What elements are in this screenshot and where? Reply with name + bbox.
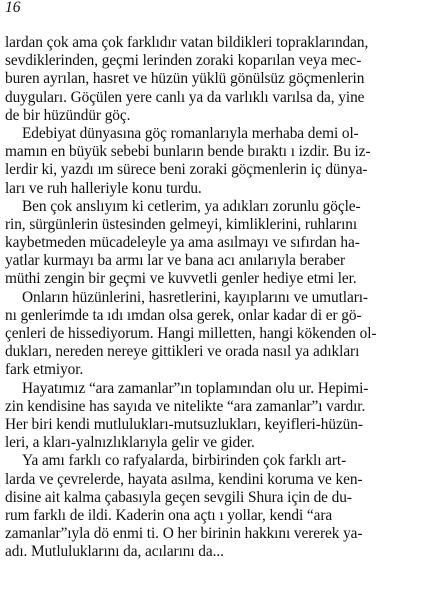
text-line [5, 343, 415, 361]
text-line-content: yatlar kurmayı ba armı lar ve bana acı anılarıyla beraber [5, 252, 346, 270]
text-line [5, 507, 415, 525]
text-line [5, 34, 415, 52]
text-line [5, 380, 415, 398]
text-line-content: dukları, nereden nereye gittikleri ve orada nasıl ya adıkları [5, 343, 360, 361]
text-line [5, 325, 415, 343]
text-line-content: çenleri de hissediyorum. Hangi milletten, hangi kökenden ol- [5, 325, 377, 342]
text-line [5, 270, 415, 288]
text-line-content: disine ait kalma çabasıyla geçen sevgili Shura için de du- [5, 488, 352, 506]
text-line-content: rum farklı de ildi. Kaderin ona açtı ı yollar, kendi “ara [5, 506, 333, 524]
text-line [5, 216, 415, 234]
text-line [5, 70, 415, 88]
text-line-content: zamanlar”ıyla dö enmi ti. O her birinin hakkını vererek ya- [5, 525, 363, 543]
text-line-content: zin kendisine has sayıda ve nitelikte “ara zamanlar”ı vardır. [5, 397, 366, 415]
text-line-content: ları ve ruh halleriyle konu turdu. [5, 179, 202, 197]
text-line-content: sevdiklerinden, geçmi lerinden zoraki koparılan veya mec- [5, 52, 362, 70]
text-line [5, 180, 415, 198]
text-line [5, 361, 415, 379]
text-line-content: buren ayrılan, hasret ve hüzün yüklü gönülsüz göçmenlerin [5, 70, 365, 88]
text-line-content: kaybetmeden mücadeleyle ya ama asılmayı ve sıfırdan ha- [5, 234, 360, 252]
text-line-content: larda ve çevrelerde, hayata asılma, kendini koruma ve ken- [5, 470, 363, 488]
text-line [5, 543, 415, 561]
text-line-content: rin, sürgünlerin üstesinden gelmeyi, kimliklerini, ruhlarını [5, 215, 358, 233]
text-line [5, 398, 415, 416]
text-line-content: de bir hüzündür göç. [5, 106, 131, 124]
text-line [5, 471, 415, 489]
text-line [5, 289, 415, 307]
text-line-content: adı. Mutluluklarını da, acılarını da... [5, 543, 224, 561]
text-line-content: Her biri kendi mutlulukları-mutsuzlukları, keyifleri-hüzün- [5, 415, 363, 433]
text-line [5, 143, 415, 161]
text-line [5, 52, 415, 70]
text-line-content: Ya amı farklı co rafyalarda, birbirinden çok farklı art- [22, 452, 347, 470]
text-line [5, 161, 415, 179]
text-line-content: leri, a kları-yalnızlıklarıyla gelir ve gider. [5, 434, 255, 452]
text-line-content: Onların hüzünlerini, hasretlerini, kayıplarını ve umutları- [22, 288, 368, 306]
text-line-content: müthi zengin bir geçmi ve kuvvetli genler hediye etmi ler. [5, 270, 357, 288]
text-line [5, 89, 415, 107]
text-line-content: lardan çok ama çok farklıdır vatan bildikleri topraklarından, [5, 34, 369, 51]
text-line-content: duyguları. Göçülen yere canlı ya da varlıklı varılsa da, yine [5, 88, 365, 106]
text-line [5, 107, 415, 125]
text-line [5, 125, 415, 143]
text-line [5, 416, 415, 434]
text-line [5, 252, 415, 270]
text-line [5, 307, 415, 325]
text-line [5, 452, 415, 470]
text-line-content: nı genlerimde ta ıdı ımdan olsa gerek, onlar kadar di er gö- [5, 306, 362, 324]
text-line [5, 525, 415, 543]
text-line-content: lerdir ki, yazdı ım sürece beni zoraki göçmenlerin iç dünya- [5, 161, 368, 179]
text-line [5, 198, 415, 216]
text-line-content: mamın en büyük sebebi bunların bende bıraktı ı izdir. Bu iz- [5, 143, 371, 161]
text-line [5, 434, 415, 452]
page-number: 16 [5, 0, 21, 16]
text-line-content: fark etmiyor. [5, 361, 84, 379]
text-line [5, 234, 415, 252]
body-text [5, 34, 415, 561]
text-line [5, 489, 415, 507]
text-line-content: Edebiyat dünyasına göç romanlarıyla merhaba demi ol- [22, 124, 359, 142]
text-line-content: Hayatımız “ara zamanlar”ın toplamından olu ur. Hepimi- [22, 379, 369, 397]
text-line-content: Ben çok anslıyım ki cetlerim, ya adıkları zorunlu göçle- [22, 197, 361, 215]
